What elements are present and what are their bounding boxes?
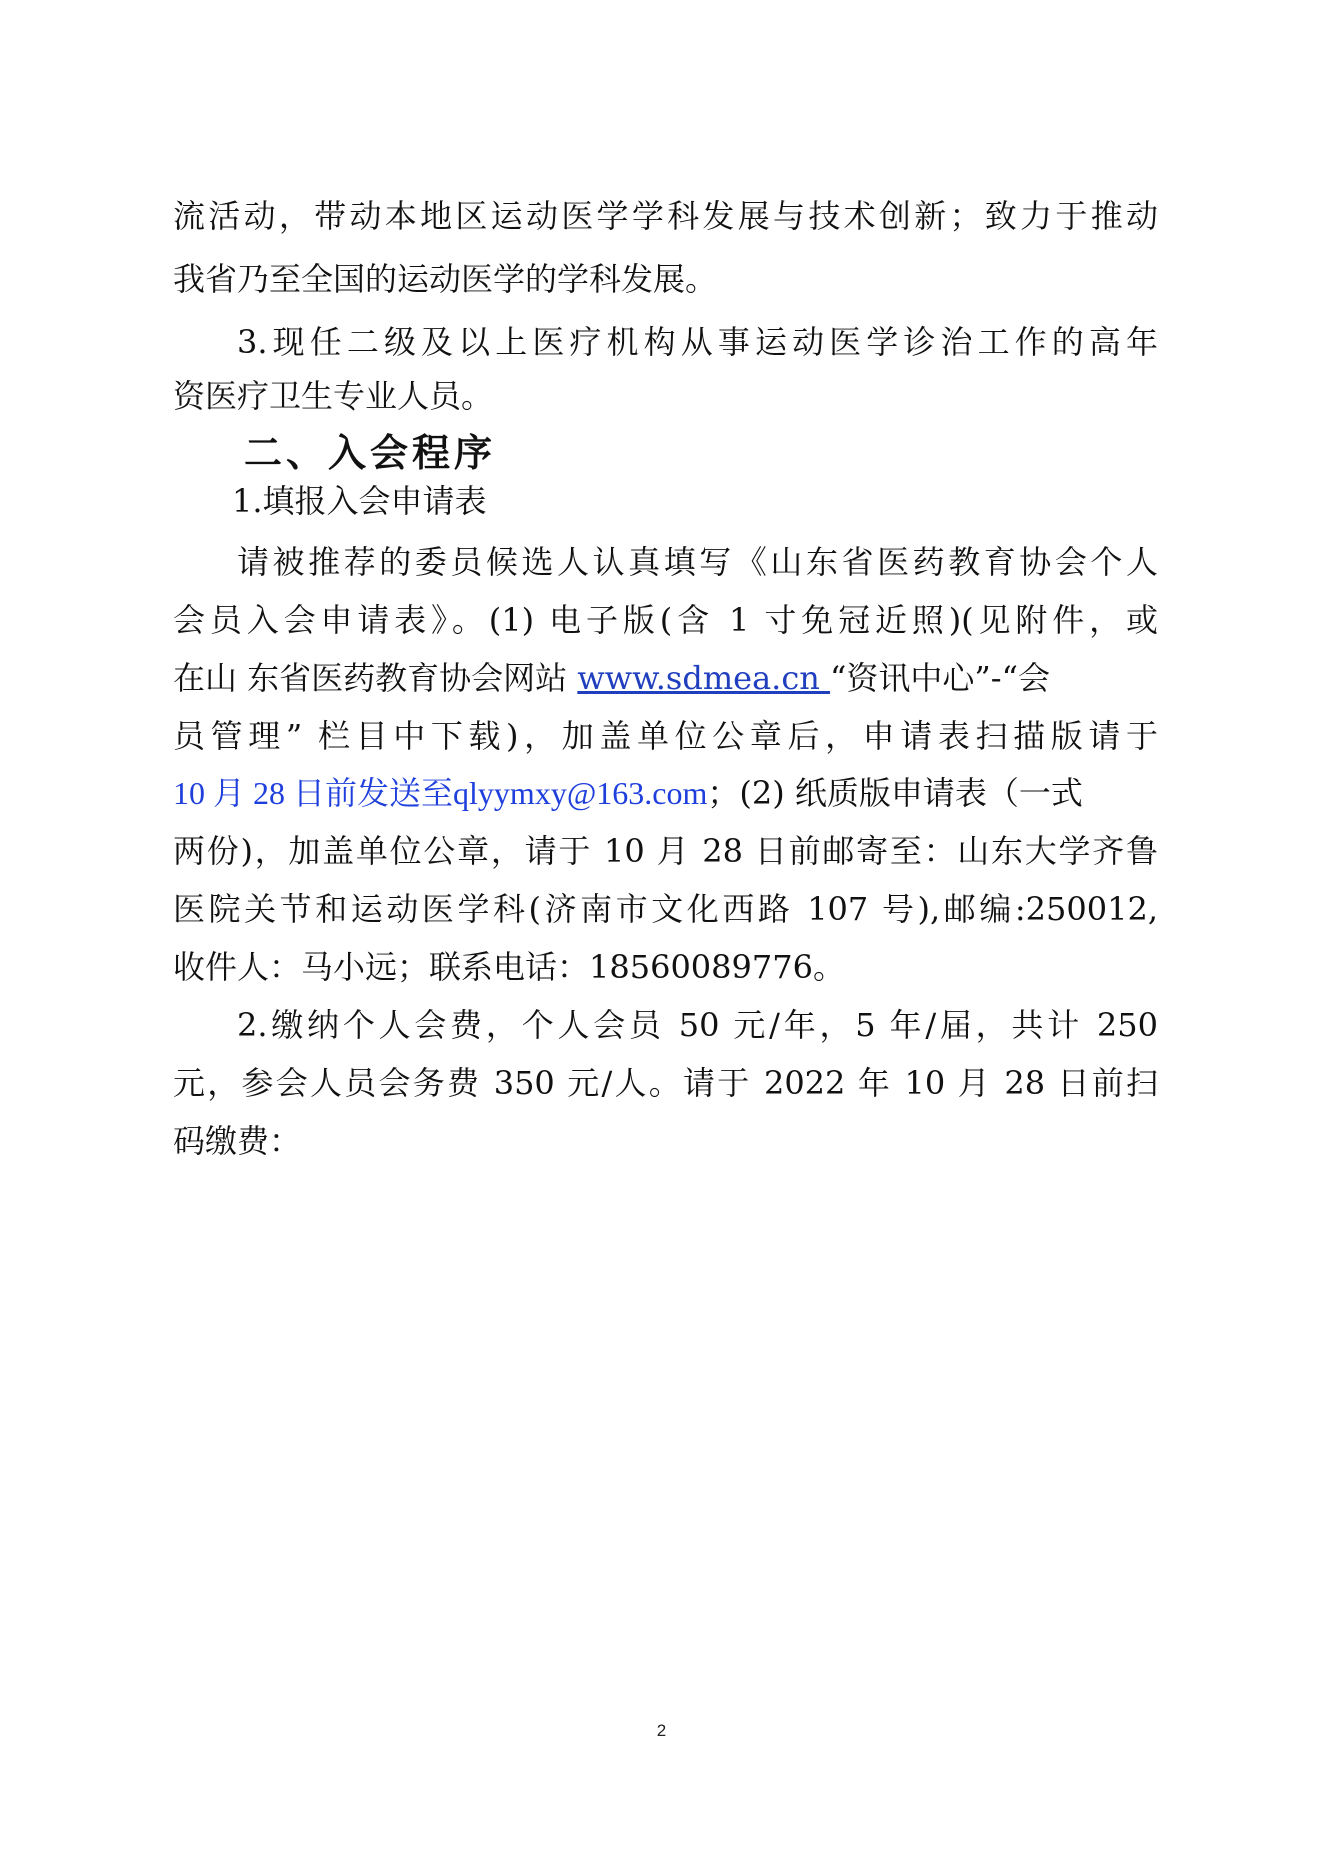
send-to-text: 前发送至 — [325, 774, 454, 812]
body-text-line: 我省乃至全国的运动医学的学科发展。 — [173, 260, 718, 298]
email-link[interactable]: qlyymxy@163.com — [453, 775, 708, 811]
body-text-line: 请被推荐的委员候选人认真填写《山东省医药教育协会个人 — [237, 543, 1158, 581]
body-text-line: 两份)，加盖单位公章，请于 10 月 28 日前邮寄至：山东大学齐鲁 — [173, 832, 1158, 870]
body-text-line: 元，参会人员会务费 350 元/人。请于 2022 年 10 月 28 日前扫 — [173, 1064, 1158, 1102]
website-link[interactable]: www.sdmea.cn — [577, 659, 831, 697]
body-text-line-with-link — [173, 656, 1158, 700]
body-text-line: 2.缴纳个人会费，个人会员 50 元/年，5 年/届，共计 250 — [237, 1006, 1158, 1044]
body-text-line: 会员入会申请表》。(1) 电子版(含 1 寸免冠近照)(见附件，或 — [173, 601, 1158, 639]
body-text-line: 员管理” 栏目中下载)，加盖单位公章后，申请表扫描版请于 — [173, 717, 1158, 755]
text-segment: “资讯中心”-“会 — [830, 659, 1050, 697]
body-text-line: 收件人：马小远；联系电话：18560089776。 — [173, 948, 845, 986]
body-text-line: 医院关节和运动医学科(济南市文化西路 107 号),邮编:250012, — [173, 890, 1158, 928]
body-text-line-with-email — [173, 771, 1158, 815]
text-segment: ；(2) 纸质版申请表（一式 — [707, 774, 1083, 812]
body-text-line: 资医疗卫生专业人员。 — [173, 377, 494, 415]
text-segment: 在山 东省医药教育协会网站 — [173, 659, 578, 697]
page-number: 2 — [656, 1721, 667, 1740]
section-heading: 二、入会程序 — [244, 431, 497, 475]
item-title: 1.填报入会申请表 — [232, 482, 487, 520]
body-text-line: 码缴费： — [173, 1122, 302, 1160]
body-text-line: 3.现任二级及以上医疗机构从事运动医学诊治工作的高年 — [237, 323, 1158, 361]
deadline-date: 10 月 28 日 — [173, 775, 326, 811]
body-text-line: 流活动，带动本地区运动医学学科发展与技术创新；致力于推动 — [173, 197, 1158, 235]
